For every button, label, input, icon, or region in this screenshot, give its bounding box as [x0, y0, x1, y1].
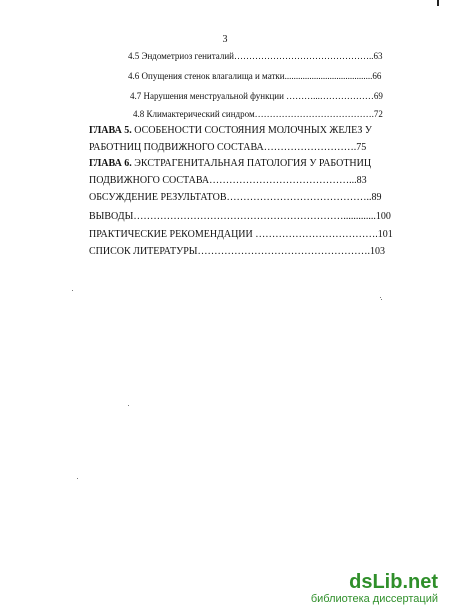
scan-speck: [128, 405, 129, 406]
toc-entry-text: 4.6 Опущения стенок влагалища и матки.......................................66: [128, 71, 382, 81]
toc-entry-4-6: [128, 70, 425, 82]
watermark: [311, 571, 438, 606]
page-number: 3: [222, 34, 228, 45]
scan-speck: [72, 290, 73, 291]
scan-mark: [437, 0, 439, 6]
toc-entry-text: ПОДВИЖНОГО СОСТАВА……………………………………...83: [89, 175, 367, 186]
toc-entry-4-7: [130, 90, 425, 102]
toc-chapter-6-title: [89, 157, 427, 171]
toc-entry-text: 4.7 Нарушения менструальной функции ………...………………69: [130, 91, 383, 101]
toc-entry-text: 4.5 Эндометриоз гениталий………………………………………..63: [128, 51, 383, 61]
toc-entry-text: ВЫВОДЫ……………………………………………………….............100: [89, 211, 391, 222]
toc-conclusions: [89, 210, 429, 224]
toc-entry-text: ОСОБЕНОСТИ СОСТОЯНИЯ МОЛОЧНЫХ ЖЕЛЕЗ У: [131, 125, 372, 136]
toc-chapter-5-page: [89, 141, 427, 155]
toc-recommendations: [89, 228, 429, 242]
toc-entry-text: РАБОТНИЦ ПОДВИЖНОГО СОСТАВА……………………….75: [89, 142, 367, 153]
toc-entry-text: 4.8 Климактерический синдром………………………………….72: [133, 109, 383, 119]
scan-speck: [380, 297, 381, 298]
scan-speck: [77, 478, 78, 479]
toc-chapter-6-page: [89, 174, 427, 188]
chapter-label: ГЛАВА 5.: [89, 125, 132, 136]
scan-speck: [381, 299, 382, 300]
toc-entry-text: СПИСОК ЛИТЕРАТУРЫ…………………………………………….103: [89, 246, 385, 257]
toc-entry-text: ОБСУЖДЕНИЕ РЕЗУЛЬТАТОВ……………………………………..89: [89, 192, 382, 203]
watermark-logo: dsLib.net: [349, 571, 438, 593]
toc-discussion: [89, 191, 427, 205]
chapter-label: ГЛАВА 6.: [89, 158, 132, 169]
toc-references: [89, 245, 429, 259]
watermark-subtitle: библиотека диссертаций: [310, 593, 438, 605]
toc-entry-text: ЭКСТРАГЕНИТАЛЬНАЯ ПАТОЛОГИЯ У РАБОТНИЦ: [131, 158, 372, 169]
toc-entry-4-5: [128, 50, 425, 62]
toc-chapter-5-title: [89, 124, 427, 138]
toc-entry-4-8: [133, 108, 425, 120]
toc-entry-text: ПРАКТИЧЕСКИЕ РЕКОМЕНДАЦИИ ……………………………….101: [89, 229, 393, 240]
